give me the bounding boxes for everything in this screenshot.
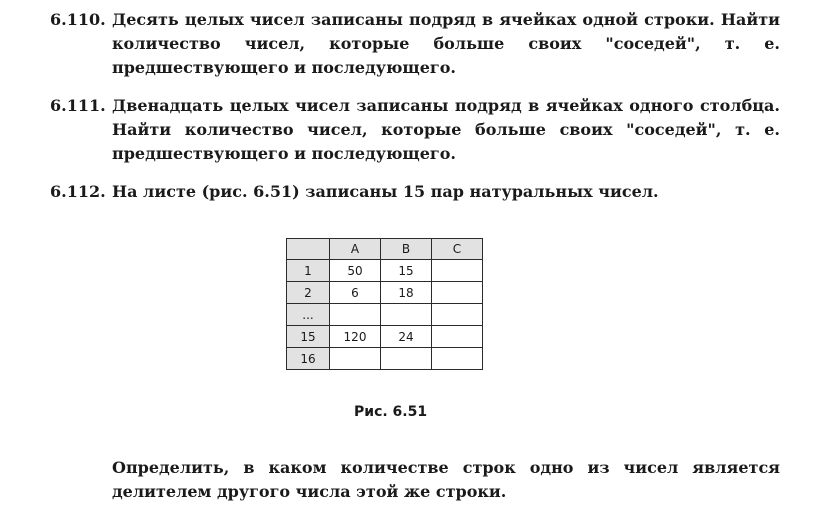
problem-text: На листе (рис. 6.51) записаны 15 пар натуральных чисел. (112, 182, 659, 201)
cell-c2 (432, 282, 483, 304)
problem-number: 6.110. (50, 10, 106, 29)
cell-b16 (381, 348, 432, 370)
row-header: 2 (287, 282, 330, 304)
problem-task-text: Определить, в каком количестве строк одно из чисел является делителем другого числа этой же строки. (112, 458, 780, 501)
table-row (287, 260, 483, 282)
problem-text: Десять целых чисел записаны подряд в ячейках одной строки. Найти количество чисел, которые больше своих "соседей", т. е. предшествующего и последующего. (112, 10, 780, 77)
cell-c15 (432, 326, 483, 348)
cell-a2: 6 (330, 282, 381, 304)
column-header-row (287, 239, 483, 260)
row-header: 15 (287, 326, 330, 348)
cell-a16 (330, 348, 381, 370)
table-row (287, 326, 483, 348)
figure-caption: Рис. 6.51 (354, 404, 428, 420)
corner-cell (287, 239, 330, 260)
problem-text: Двенадцать целых чисел записаны подряд в ячейках одного столбца. Найти количество чисел, которые больше своих "соседей", т. е. предшествующего и последующего. (112, 96, 780, 163)
row-header: ... (287, 304, 330, 326)
cell-b1: 15 (381, 260, 432, 282)
problem-number: 6.112. (50, 182, 106, 201)
table-row (287, 304, 483, 326)
table-row (287, 348, 483, 370)
problem-number: 6.111. (50, 96, 106, 115)
problem-6-112 (50, 180, 780, 204)
column-header-c: C (432, 239, 483, 260)
column-header-a: A (330, 239, 381, 260)
cell-a15: 120 (330, 326, 381, 348)
cell-a-ellipsis (330, 304, 381, 326)
table-row (287, 282, 483, 304)
cell-a1: 50 (330, 260, 381, 282)
column-header-b: B (381, 239, 432, 260)
cell-b-ellipsis (381, 304, 432, 326)
cell-c1 (432, 260, 483, 282)
spreadsheet-figure (286, 238, 483, 370)
problem-6-110 (50, 8, 780, 80)
row-header: 1 (287, 260, 330, 282)
row-header: 16 (287, 348, 330, 370)
problem-6-111 (50, 94, 780, 166)
cell-b15: 24 (381, 326, 432, 348)
cell-c16 (432, 348, 483, 370)
cell-b2: 18 (381, 282, 432, 304)
cell-c-ellipsis (432, 304, 483, 326)
